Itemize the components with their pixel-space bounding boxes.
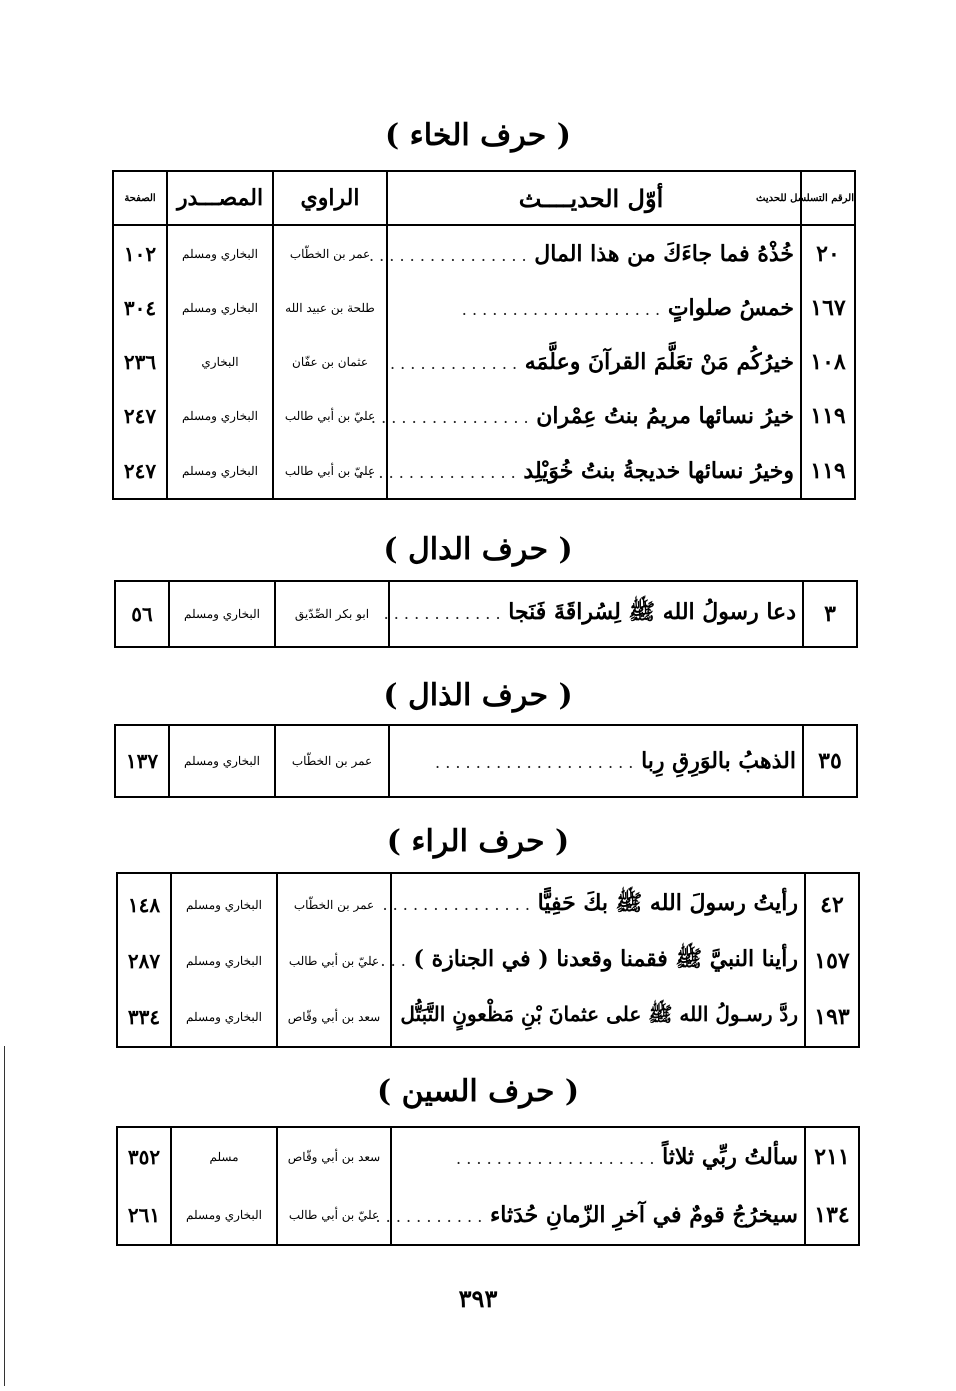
dots-leader: . . . . . . . . . . . <box>375 1206 483 1226</box>
row-page: ١٠٢ <box>113 225 167 281</box>
header-source: المصـــدر <box>167 171 273 225</box>
row-source: البخاري ومسلم <box>171 873 277 935</box>
table-row <box>113 335 855 389</box>
row-num: ٢٠ <box>801 225 855 281</box>
section-title-dal: ( حرف الدال ) <box>383 532 573 567</box>
row-text <box>387 335 801 389</box>
table-row <box>117 987 859 1047</box>
section-title-dhal: ( حرف الذال ) <box>383 678 573 713</box>
section-title-sin: ( حرف السين ) <box>376 1074 580 1109</box>
table-row <box>113 443 855 499</box>
row-num: ٤٢ <box>805 873 859 935</box>
row-rawi: عمر بن الخطّاب <box>277 873 391 935</box>
hadith-text: خمسُ صلواتٍ <box>667 295 794 321</box>
row-text <box>389 725 803 797</box>
row-num: ٣٥ <box>803 725 857 797</box>
row-page: ٢٨٧ <box>117 935 171 987</box>
table-row <box>117 935 859 987</box>
row-source: البخاري ومسلم <box>171 935 277 987</box>
hadith-text: دعا رسولُ الله ﷺ لِسُراقَةَ فَنَجا <box>508 599 796 625</box>
row-num: ١٥٧ <box>805 935 859 987</box>
row-num: ٢١١ <box>805 1127 859 1185</box>
row-rawi: عليّ بن أبي طالب <box>273 443 387 499</box>
dots-leader: . . . . . . . . . . . . . . . . <box>370 408 529 427</box>
dots-leader: . . . . . . . . . . . . . . . . . . . . <box>461 300 661 319</box>
scan-margin-line <box>4 1046 5 1386</box>
table-row <box>117 1127 859 1185</box>
hadith-table-sin <box>116 1126 860 1246</box>
row-rawi: عثمان بن عفّان <box>273 335 387 389</box>
row-rawi: ابو بكر الصِّدّيق <box>275 581 389 647</box>
row-source: البخاري ومسلم <box>167 389 273 443</box>
row-source: البخاري <box>167 335 273 389</box>
row-page: ٢٣٦ <box>113 335 167 389</box>
hadith-text: سألتُ ربِّي ثلاثاً <box>662 1143 798 1170</box>
row-num: ١٩٣ <box>805 987 859 1047</box>
row-source: البخاري ومسلم <box>167 443 273 499</box>
row-page: ٣٣٤ <box>117 987 171 1047</box>
row-num: ٣ <box>803 581 857 647</box>
row-rawi: عمر بن الخطّاب <box>275 725 389 797</box>
table-row <box>115 581 857 647</box>
row-num: ١٦٧ <box>801 281 855 335</box>
hadith-text: وخيرُ نسائها خديجةُ بنتُ خُوَيْلِد <box>523 457 794 484</box>
row-text <box>382 873 805 935</box>
row-page: ٢٤٧ <box>113 443 167 499</box>
section-title-kha: ( حرف الخاء ) <box>384 118 571 153</box>
dots-leader: . . . . . . . . . . . . . . . . <box>358 462 516 482</box>
row-text <box>368 225 801 281</box>
dots-leader: . . . . . . . . . . . . . . . . <box>368 245 527 265</box>
row-text <box>358 443 801 499</box>
row-num: ١١٩ <box>801 389 855 443</box>
row-rawi: سعد بن أبي وقّاص <box>277 1127 391 1185</box>
row-source: البخاري ومسلم <box>167 281 273 335</box>
row-rawi: عليّ بن أبي طالب <box>273 389 387 443</box>
row-source: البخاري ومسلم <box>171 987 277 1047</box>
hadith-table-kha <box>112 170 856 500</box>
row-page: ٥٦ <box>115 581 169 647</box>
row-source: البخاري ومسلم <box>167 225 273 281</box>
dots-leader: . . . . <box>370 951 406 970</box>
dots-leader: . . . . . . . . . . . . . . . . . . . . <box>456 1148 655 1168</box>
header-page: الصفحة <box>113 171 167 225</box>
hadith-text: ردَّ رسـولُ الله ﷺ على عثمانَ بْنِ مَظْعونٍ التَّبَتُّل <box>400 1002 798 1026</box>
row-text <box>387 281 801 335</box>
row-rawi: عمر بن الخطّاب <box>273 225 387 281</box>
hadith-text: الذهبُ بالوَرِقِ رِبا <box>641 748 796 774</box>
header-num: الرقم التسلسل للحديث <box>801 171 855 225</box>
header-text: أوّل الحديــــث <box>387 171 801 225</box>
row-rawi: عليّ بن أبي طالب <box>277 1185 391 1245</box>
hadith-text: سيخرُجُ قومٌ في آخرِ الزّمانِ حُدَثاء <box>489 1201 798 1228</box>
hadith-text: خيرُ نسائها مريمُ بنتُ عِمْران <box>536 403 794 429</box>
row-text <box>375 1185 805 1245</box>
table-row <box>115 725 857 797</box>
table-row <box>113 225 855 281</box>
table-row <box>113 389 855 443</box>
row-num: ١٣٤ <box>805 1185 859 1245</box>
hadith-text: رأيتُ رسولَ الله ﷺ بكَ حَفِيًّا <box>537 889 798 916</box>
row-source: البخاري ومسلم <box>169 725 275 797</box>
hadith-text: خيرُكُم مَنْ تعَلَّمَ القرآنَ وعلَّمَه <box>524 349 794 375</box>
row-text <box>391 1127 805 1185</box>
row-num: ١٠٨ <box>801 335 855 389</box>
dots-leader: . . . . . . . . . . . . . . . . . . . . <box>435 753 634 772</box>
row-text <box>383 581 803 647</box>
table-header-row <box>113 171 855 225</box>
row-page: ١٣٧ <box>115 725 169 797</box>
dots-leader: . . . . . . . . . . . . . <box>389 354 518 373</box>
row-text <box>370 389 801 443</box>
hadith-table-ra <box>116 872 860 1048</box>
row-source: مسلم <box>171 1127 277 1185</box>
row-source: البخاري ومسلم <box>169 581 275 647</box>
page-number: ٣٩٣ <box>458 1284 498 1313</box>
row-page: ٢٦١ <box>117 1185 171 1245</box>
row-page: ٢٤٧ <box>113 389 167 443</box>
row-text <box>391 987 805 1047</box>
hadith-table-dhal <box>114 724 858 798</box>
row-page: ٣٠٤ <box>113 281 167 335</box>
table-row <box>113 281 855 335</box>
dots-leader: . . . . . . . . . . . . <box>383 604 501 623</box>
row-num: ١١٩ <box>801 443 855 499</box>
header-rawi: الراوي <box>273 171 387 225</box>
table-row <box>117 873 859 935</box>
row-page: ٣٥٢ <box>117 1127 171 1185</box>
row-text <box>370 935 805 987</box>
row-page: ١٤٨ <box>117 873 171 935</box>
row-rawi: سعد بن أبي وقّاص <box>277 987 391 1047</box>
row-rawi: طلحة بن عبيد الله <box>273 281 387 335</box>
table-row <box>117 1185 859 1245</box>
hadith-table-dal <box>114 580 858 648</box>
row-source: البخاري ومسلم <box>171 1185 277 1245</box>
dots-leader: . . . . . . . . . . . . . . . <box>382 894 530 914</box>
row-rawi: عليّ بن أبي طالب <box>277 935 391 987</box>
hadith-text: رأينا النبيَّ ﷺ فقمنا وقعدنا ( في الجنازة ) <box>413 946 798 972</box>
section-title-ra: ( حرف الراء ) <box>386 824 570 859</box>
hadith-text: خُذْهُ فما جاءَكَ من هذا المال <box>534 240 794 267</box>
